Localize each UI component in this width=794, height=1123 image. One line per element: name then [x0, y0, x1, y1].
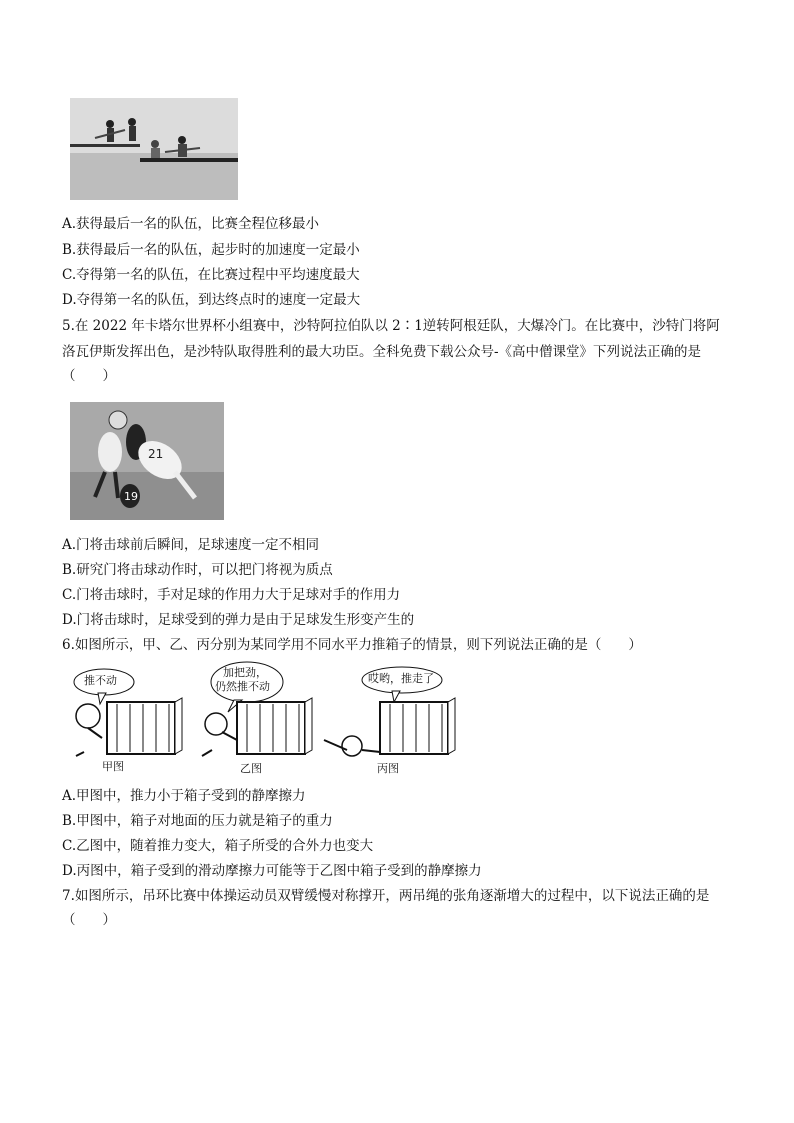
- q6-option-d: D.丙图中，箱子受到的滑动摩擦力可能等于乙图中箱子受到的静摩擦力: [62, 863, 482, 879]
- svg-text:19: 19: [124, 490, 138, 503]
- q5-stem-line2: 洛瓦伊斯发挥出色，是沙特队取得胜利的最大功臣。全科免费下载公众号-《高中僧课堂》下列说法正确的是: [62, 344, 702, 360]
- q4-option-b: B.获得最后一名的队伍，起步时的加速度一定最小: [62, 242, 360, 258]
- rowing-photo: [70, 98, 238, 200]
- box-pushing-cartoon: [62, 660, 462, 778]
- q4-option-d: D.夺得第一名的队伍，到达终点时的速度一定最大: [62, 292, 361, 308]
- q5-option-c: C.门将击球时，手对足球的作用力大于足球对手的作用力: [62, 587, 401, 603]
- q7-stem: 7.如图所示，吊环比赛中体操运动员双臂缓慢对称撑开，两吊绳的张角逐渐增大的过程中，以下说法正确的是: [62, 888, 710, 904]
- q5-stem-line1: 5.在 2022 年卡塔尔世界杯小组赛中，沙特阿拉伯队以 2∶1逆转阿根廷队，大爆冷门。在比赛中，沙特门将阿: [62, 318, 720, 334]
- svg-text:21: 21: [148, 447, 164, 461]
- q6-option-c: C.乙图中，随着推力变大，箱子所受的合外力也变大: [62, 838, 374, 854]
- q5-option-d: D.门将击球时，足球受到的弹力是由于足球发生形变产生的: [62, 612, 415, 628]
- figure-label-jia: 甲图: [102, 760, 124, 773]
- speech-bubble-jia: 推不动: [84, 674, 117, 687]
- speech-bubble-bing: 哎哟，推走了: [368, 672, 434, 685]
- q6-option-a: A.甲图中，推力小于箱子受到的静摩擦力: [62, 788, 306, 804]
- q7-answer-blank: （ ）: [62, 912, 116, 928]
- q4-option-a: A.获得最后一名的队伍，比赛全程位移最小: [62, 216, 320, 232]
- q6-option-b: B.甲图中，箱子对地面的压力就是箱子的重力: [62, 813, 333, 829]
- q5-option-a: A.门将击球前后瞬间，足球速度一定不相同: [62, 537, 320, 553]
- q4-option-c: C.夺得第一名的队伍，在比赛过程中平均速度最大: [62, 267, 360, 283]
- speech-bubble-yi-line2: 仍然推不动: [215, 680, 270, 693]
- q5-option-b: B.研究门将击球动作时，可以把门将视为质点: [62, 562, 333, 578]
- q5-answer-blank: （ ）: [62, 368, 116, 384]
- figure-label-bing: 丙图: [377, 762, 399, 775]
- q6-stem: 6.如图所示，甲、乙、丙分别为某同学用不同水平力推箱子的情景，则下列说法正确的是（ ）: [62, 637, 642, 653]
- goalkeeper-photo: [70, 402, 224, 520]
- speech-bubble-yi-line1: 加把劲，: [223, 666, 267, 679]
- figure-label-yi: 乙图: [240, 762, 262, 775]
